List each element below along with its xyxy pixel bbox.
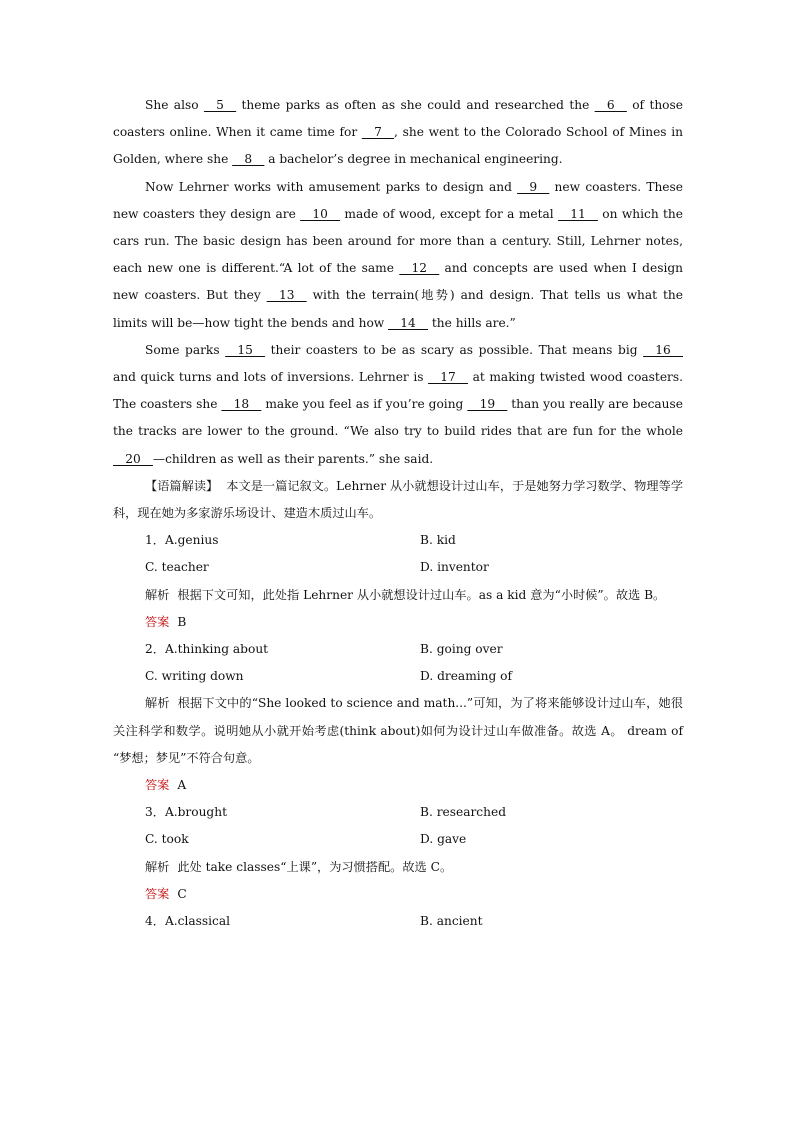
blank-9: __9__ xyxy=(517,179,550,194)
option-c: C. teacher xyxy=(145,560,209,575)
question-1-answer: 答案 B xyxy=(145,614,187,629)
question-3-answer: 答案 C xyxy=(145,886,187,901)
passage-paragraph: Some parks __15__ their coasters to be as scary as possible. That means big __16__ and quick turns and lots of inversions. Lehrner is __17__ at making twisted wood coasters. The coasters she __18__ make you feel as if you’re going __19__ than you really are because the tracks are lower to the ground. “We also try to build rides that are fun for the whole __20__—children as well as their parents.” she said. xyxy=(113,342,683,466)
answer-label: 答案 xyxy=(145,778,170,793)
passage-paragraph: Now Lehrner works with amusement parks to design and __9__ new coasters. These new coasters they design are __10__ made of wood, except for a metal __11__ on which the cars run. The basic design has been around for more than a century. Still, Lehrner notes, each new one is different.“A lot of the same __12__ and concepts are used when I design new coasters. But they __13__ with the terrain(地势) and design. That tells us what the limits will be—how tight the bends and how __14__ the hills are.” xyxy=(113,179,683,330)
question-3-options-row xyxy=(113,826,683,853)
analysis-text: 本文是一篇记叙文。Lehrner 从小就想设计过山车，于是她努力学习数学、物理等学科，现在她为多家游乐场设计、建造木质过山车。 xyxy=(113,478,684,521)
option-a: 3．A.brought xyxy=(145,805,227,820)
passage-paragraph: She also __5__ theme parks as often as she could and researched the __6__ of those coasters online. When it came time for __7__, she went to the Colorado School of Mines in Golden, where she __8__ a bachelor’s degree in mechanical engineering. xyxy=(113,98,683,167)
answer-label: 答案 xyxy=(145,886,170,901)
question-2-options-row xyxy=(113,663,683,690)
option-d: D. gave xyxy=(420,832,467,847)
option-a: 4．A.classical xyxy=(145,914,231,929)
question-3-options-row xyxy=(113,799,683,826)
blank-20: __20__ xyxy=(113,451,153,466)
question-2-answer: 答案 A xyxy=(145,778,187,793)
blank-18: __18__ xyxy=(221,397,262,412)
blank-17: __17__ xyxy=(428,370,468,385)
question-2-options-row xyxy=(113,636,683,663)
blank-5: __5__ xyxy=(203,98,237,112)
blank-7: __7__ xyxy=(361,125,395,140)
option-a: 1．A.genius xyxy=(145,533,219,548)
option-b: B. kid xyxy=(420,533,456,548)
option-d: D. inventor xyxy=(420,560,489,575)
option-a: 2．A.thinking about xyxy=(145,642,269,657)
option-c: C. took xyxy=(145,832,189,847)
explanation-label: 解析 xyxy=(145,859,170,874)
blank-6: __6__ xyxy=(594,98,627,112)
blank-16: __16__ xyxy=(643,342,683,357)
analysis-tag: 【语篇解读】 xyxy=(145,478,219,493)
blank-13: __13__ xyxy=(266,288,307,303)
question-3-explanation: 解析 此处 take classes“上课”，为习惯搭配。故选 C。 xyxy=(145,859,453,874)
question-1-explanation: 解析 根据下文可知，此处指 Lehrner 从小就想设计过山车。as a kid 意为“小时候”。故选 B。 xyxy=(145,587,666,602)
blank-8: __8__ xyxy=(232,152,265,167)
option-d: D. dreaming of xyxy=(420,669,513,684)
option-b: B. ancient xyxy=(420,914,483,929)
blank-12: __12__ xyxy=(399,261,440,276)
blank-14: __14__ xyxy=(388,315,428,330)
question-1-options-row xyxy=(113,527,683,554)
option-b: B. researched xyxy=(420,805,506,820)
option-b: B. going over xyxy=(420,642,503,657)
question-1-options-row xyxy=(113,554,683,581)
blank-19: __19__ xyxy=(467,397,508,412)
passage-analysis xyxy=(113,473,683,527)
explanation-label: 解析 xyxy=(145,696,170,711)
question-2-explanation: 解析 根据下文中的“She looked to science and math...”可知，为了将来能够设计过山车，她很关注科学和数学。说明她从小就开始考虑(think about)如何为设计过山车做准备。故选 A。 dream of “梦想；梦见”不符合句意。 xyxy=(113,696,683,765)
blank-15: __15__ xyxy=(225,342,266,357)
explanation-label: 解析 xyxy=(145,587,170,602)
option-c: C. writing down xyxy=(145,669,244,684)
answer-label: 答案 xyxy=(145,614,170,629)
document-page xyxy=(113,92,683,935)
question-4-options-row xyxy=(113,908,683,935)
blank-10: __10__ xyxy=(300,206,341,221)
blank-11: __11__ xyxy=(558,206,598,221)
